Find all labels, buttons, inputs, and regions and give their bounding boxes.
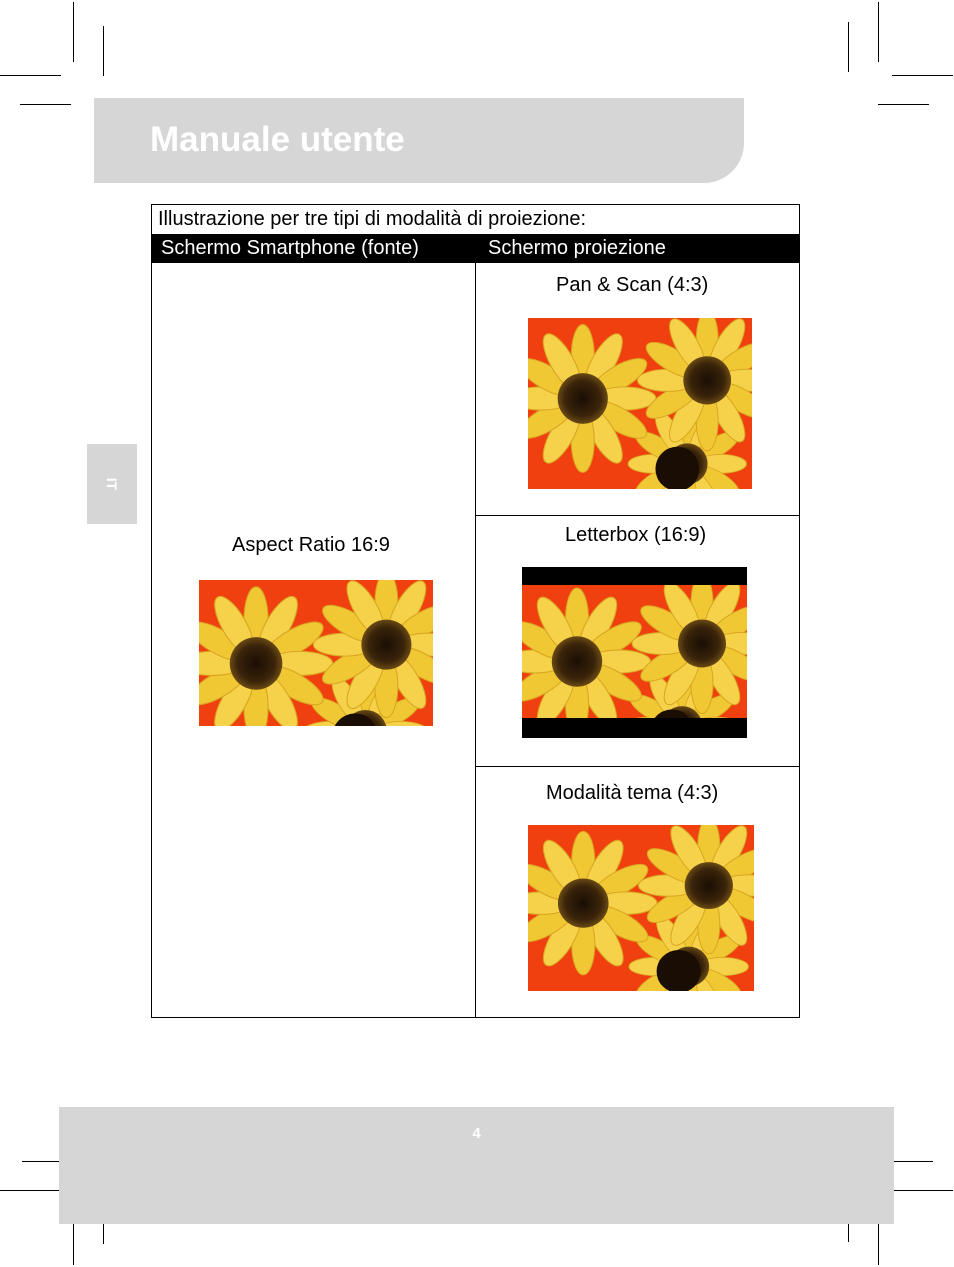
crop-mark — [848, 22, 849, 72]
table-caption: Illustrazione per tre tipi di modalità di proiezione: — [158, 208, 586, 230]
crop-mark — [20, 104, 71, 105]
mode-label-pan-scan: Pan & Scan (4:3) — [556, 274, 709, 296]
crop-mark — [892, 1190, 953, 1191]
crop-mark — [892, 75, 953, 76]
mode-label-letterbox: Letterbox (16:9) — [565, 524, 707, 546]
language-tab-label: IT — [104, 477, 120, 491]
sunflower-photo-icon — [528, 825, 754, 991]
row-divider — [476, 515, 799, 516]
crop-mark — [0, 75, 61, 76]
row-divider — [476, 766, 799, 767]
crop-mark — [878, 104, 929, 105]
footer-band — [59, 1107, 894, 1224]
header-band — [94, 98, 744, 183]
column-header-source: Schermo Smartphone (fonte) — [161, 237, 419, 259]
column-header-projection: Schermo proiezione — [488, 237, 666, 259]
crop-mark — [103, 26, 104, 76]
column-divider — [475, 263, 476, 1017]
sunflower-photo-icon — [199, 580, 433, 726]
crop-mark — [878, 2, 879, 62]
letterbox-frame — [522, 567, 747, 738]
source-aspect-label: Aspect Ratio 16:9 — [232, 534, 390, 556]
page-title: Manuale utente — [150, 120, 405, 159]
crop-mark — [0, 1190, 61, 1191]
projection-modes-table — [151, 204, 800, 1018]
crop-mark — [73, 2, 74, 62]
sunflower-photo-icon — [522, 585, 747, 718]
table-header-row — [152, 234, 799, 263]
mode-label-tema: Modalità tema (4:3) — [546, 782, 719, 804]
language-tab — [87, 444, 137, 524]
sunflower-photo-icon — [528, 318, 752, 489]
page-number: 4 — [472, 1125, 481, 1142]
